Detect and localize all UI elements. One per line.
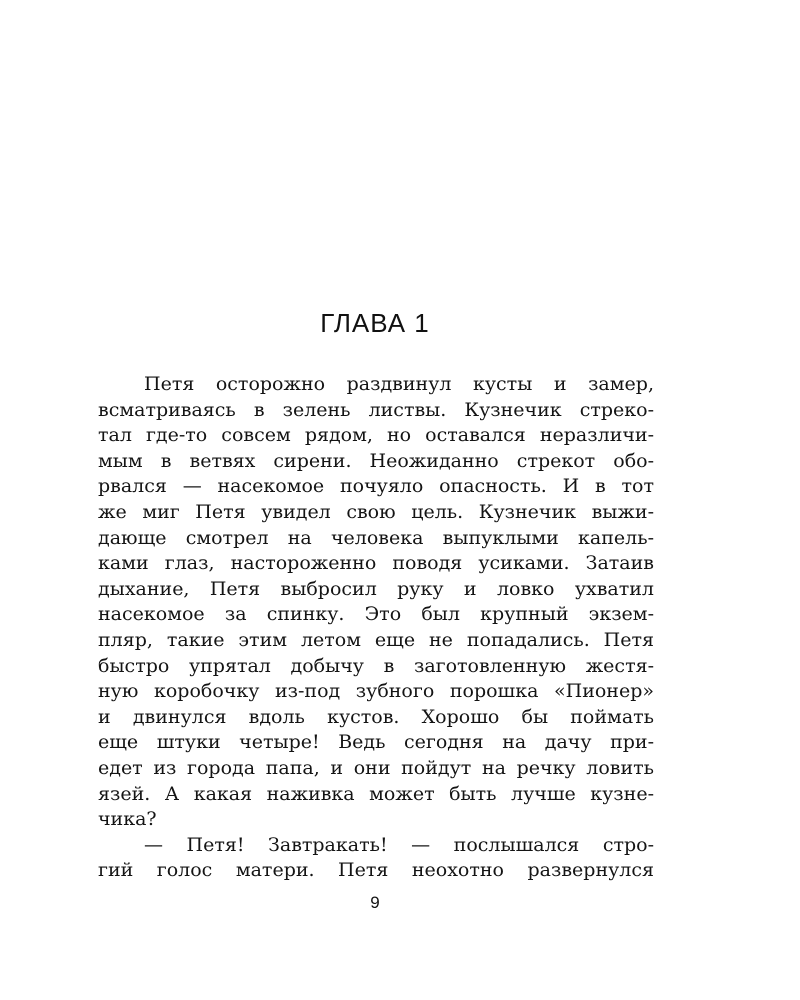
text-line: мым в ветвях сирени. Неожиданно стрекот обо-	[98, 449, 654, 472]
text-line: язей. А какая наживка может быть лучше кузне-	[98, 782, 654, 805]
text-line: еще штуки четыре! Ведь сегодня на дачу при-	[98, 731, 654, 754]
text-line: же миг Петя увидел свою цель. Кузнечик выжи-	[98, 500, 654, 523]
text-line: насекомое за спинку. Это был крупный экзем-	[98, 603, 654, 626]
text-line: тал где-то совсем рядом, но оставался неразличи-	[98, 424, 654, 447]
text-line: дающе смотрел на человека выпуклыми капель-	[98, 526, 654, 549]
page-number: 9	[370, 893, 380, 912]
text-line: рвался — насекомое почуяло опасность. И в тот	[98, 475, 654, 498]
text-line: быстро упрятал добычу в заготовленную жестя-	[98, 654, 654, 677]
text-line: чика?	[98, 808, 157, 831]
text-line: пляр, такие этим летом еще не попадались. Петя	[98, 628, 654, 651]
text-line: ками глаз, настороженно поводя усиками. Затаив	[98, 552, 654, 575]
text-line: едет из города папа, и они пойдут на речку ловить	[98, 756, 654, 779]
text-line: Петя осторожно раздвинул кусты и замер,	[144, 373, 654, 395]
text-line: гий голос матери. Петя неохотно развернулся	[98, 859, 654, 882]
body-text	[98, 372, 654, 884]
chapter-title: ГЛАВА 1	[320, 308, 430, 338]
text-line: ную коробочку из-под зубного порошка «Пионер»	[98, 680, 654, 703]
text-line: и двинулся вдоль кустов. Хорошо бы поймать	[98, 705, 654, 728]
text-line: — Петя! Завтракать! — послышался стро-	[144, 833, 654, 856]
text-line: дыхание, Петя выбросил руку и ловко ухватил	[98, 577, 654, 600]
text-line: всматриваясь в зелень листвы. Кузнечик стреко-	[98, 398, 654, 421]
